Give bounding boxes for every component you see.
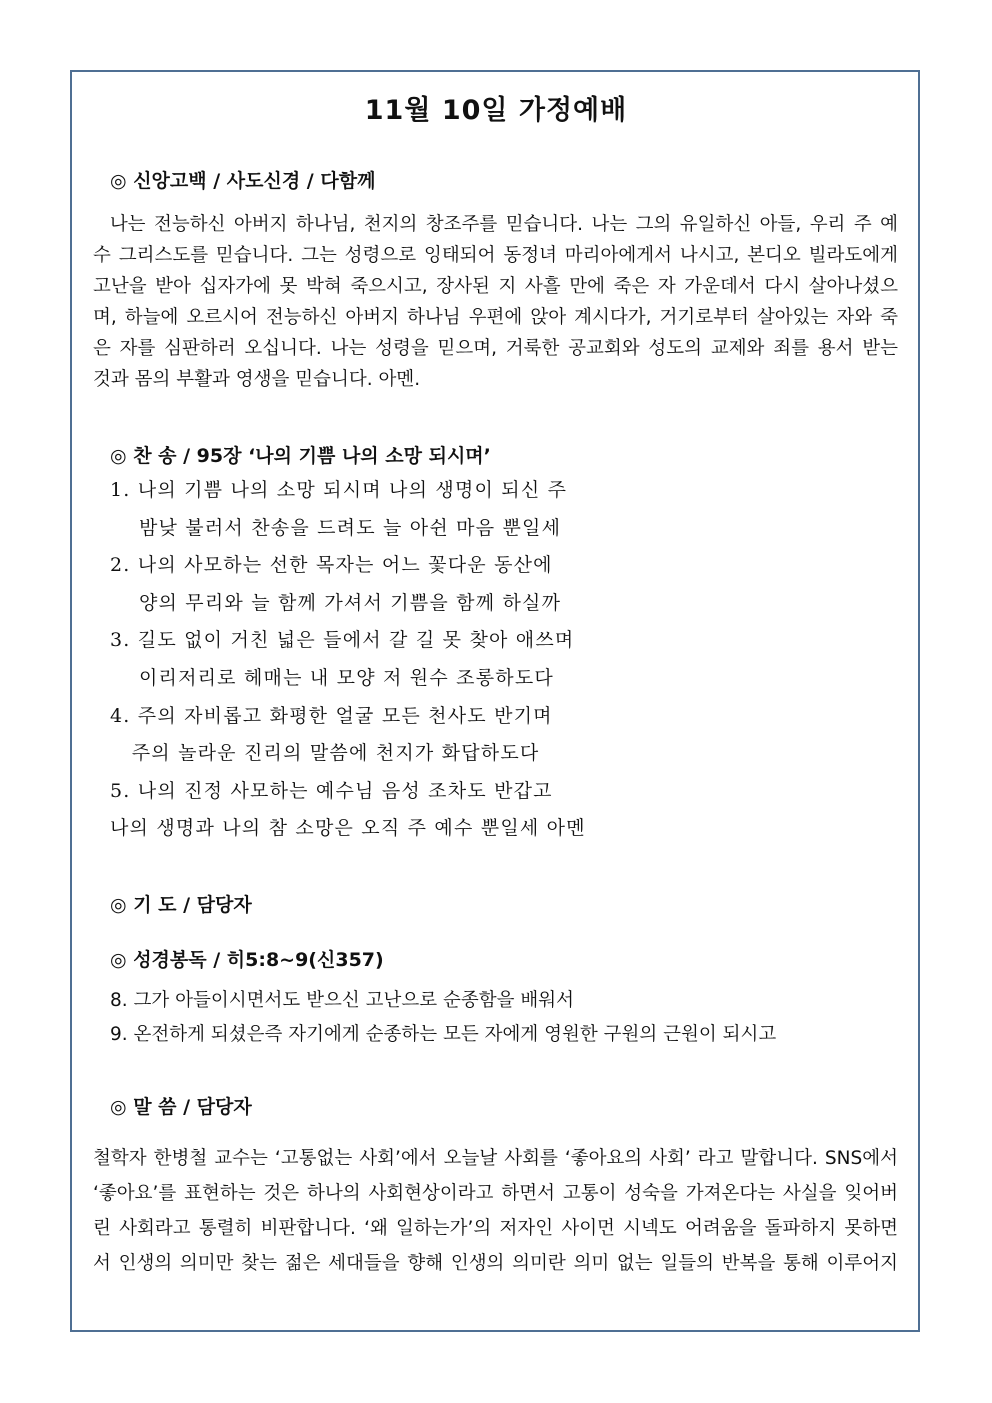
page-title: 11월 10일 가정예배	[364, 95, 628, 126]
verse-line: 9. 온전하게 되셨은즉 자기에게 순종하는 모든 자에게 영원한 구원의 근원이 되시고	[110, 1024, 777, 1045]
creed-line: 며, 하늘에 오르시어 전능하신 아버지 하나님 우편에 앉아 계시다가, 거기로부터 살아있는 자와 죽	[93, 307, 898, 328]
verse-line: 8. 그가 아들이시면서도 받으신 고난으로 순종함을 배워서	[110, 990, 574, 1011]
sermon-line: 철학자 한병철 교수는 ‘고통없는 사회’에서 오늘날 사회를 ‘좋아요의 사회’ 라고 말합니다. SNS에서	[93, 1148, 898, 1169]
creed-line: 것과 몸의 부활과 영생을 믿습니다. 아멘.	[93, 369, 421, 390]
reading-verses	[110, 984, 776, 1052]
sermon-line: 린 사회라고 통렬히 비판합니다. ‘왜 일하는가’의 저자인 사이먼 시넥도 어려움을 돌파하지 못하면	[93, 1218, 898, 1239]
sermon-heading: ◎ 말 씀 / 담당자	[110, 1096, 252, 1118]
hymn-line: 이리저리로 헤매는 내 모양 저 원수 조롱하도다	[110, 666, 554, 689]
creed-line: 은 자를 심판하러 오십니다. 나는 성령을 믿으며, 거룩한 공교회와 성도의 교제와 죄를 용서 받는	[93, 338, 898, 359]
sermon-text	[93, 1141, 898, 1281]
hymn-line: 주의 놀라운 진리의 말씀에 천지가 화답하도다	[110, 742, 540, 765]
hymn-line: 2. 나의 사모하는 선한 목자는 어느 꽃다운 동산에	[110, 554, 553, 577]
creed-line: 수 그리스도를 믿습니다. 그는 성령으로 잉태되어 동정녀 마리아에게서 나시고, 본디오 빌라도에게	[93, 245, 898, 266]
sermon-line: 서 인생의 의미만 찾는 젊은 세대들을 향해 인생의 의미란 의미 없는 일들의 반복을 통해 이루어지	[93, 1253, 898, 1274]
sermon-line: ‘좋아요’를 표현하는 것은 하나의 사회현상이라고 하면서 고통이 성숙을 가져온다는 사실을 잊어버	[93, 1183, 898, 1204]
creed-line: 고난을 받아 십자가에 못 박혀 죽으시고, 장사된 지 사흘 만에 죽은 자 가운데서 다시 살아나셨으	[93, 276, 898, 297]
creed-text	[93, 209, 898, 395]
hymn-heading: ◎ 찬 송 / 95장 ‘나의 기쁨 나의 소망 되시며’	[110, 445, 491, 467]
hymn-line: 1. 나의 기쁨 나의 소망 되시며 나의 생명이 되신 주	[110, 479, 568, 501]
prayer-heading: ◎ 기 도 / 담당자	[110, 894, 252, 916]
hymn-line: 4. 주의 자비롭고 화평한 얼굴 모든 천사도 반기며	[110, 704, 553, 727]
hymn-line: 3. 길도 없이 거친 넓은 들에서 갈 길 못 찾아 애쓰며	[110, 629, 575, 652]
hymn-line: 밤낮 불러서 찬송을 드려도 늘 아쉰 마음 뿐일세	[110, 516, 562, 539]
hymn-line: 5. 나의 진정 사모하는 예수님 음성 조차도 반갑고	[110, 779, 553, 802]
hymn-lyrics	[110, 472, 586, 848]
creed-line: 나는 전능하신 아버지 하나님, 천지의 창조주를 믿습니다. 나는 그의 유일하신 아들, 우리 주 예	[93, 214, 898, 235]
hymn-line: 양의 무리와 늘 함께 가셔서 기쁨을 함께 하실까	[110, 591, 562, 614]
hymn-line: 나의 생명과 나의 참 소망은 오직 주 예수 뿐일세 아멘	[110, 817, 586, 840]
reading-heading: ◎ 성경봉독 / 히5:8~9(신357)	[110, 949, 384, 971]
creed-heading: ◎ 신앙고백 / 사도신경 / 다함께	[110, 170, 376, 192]
